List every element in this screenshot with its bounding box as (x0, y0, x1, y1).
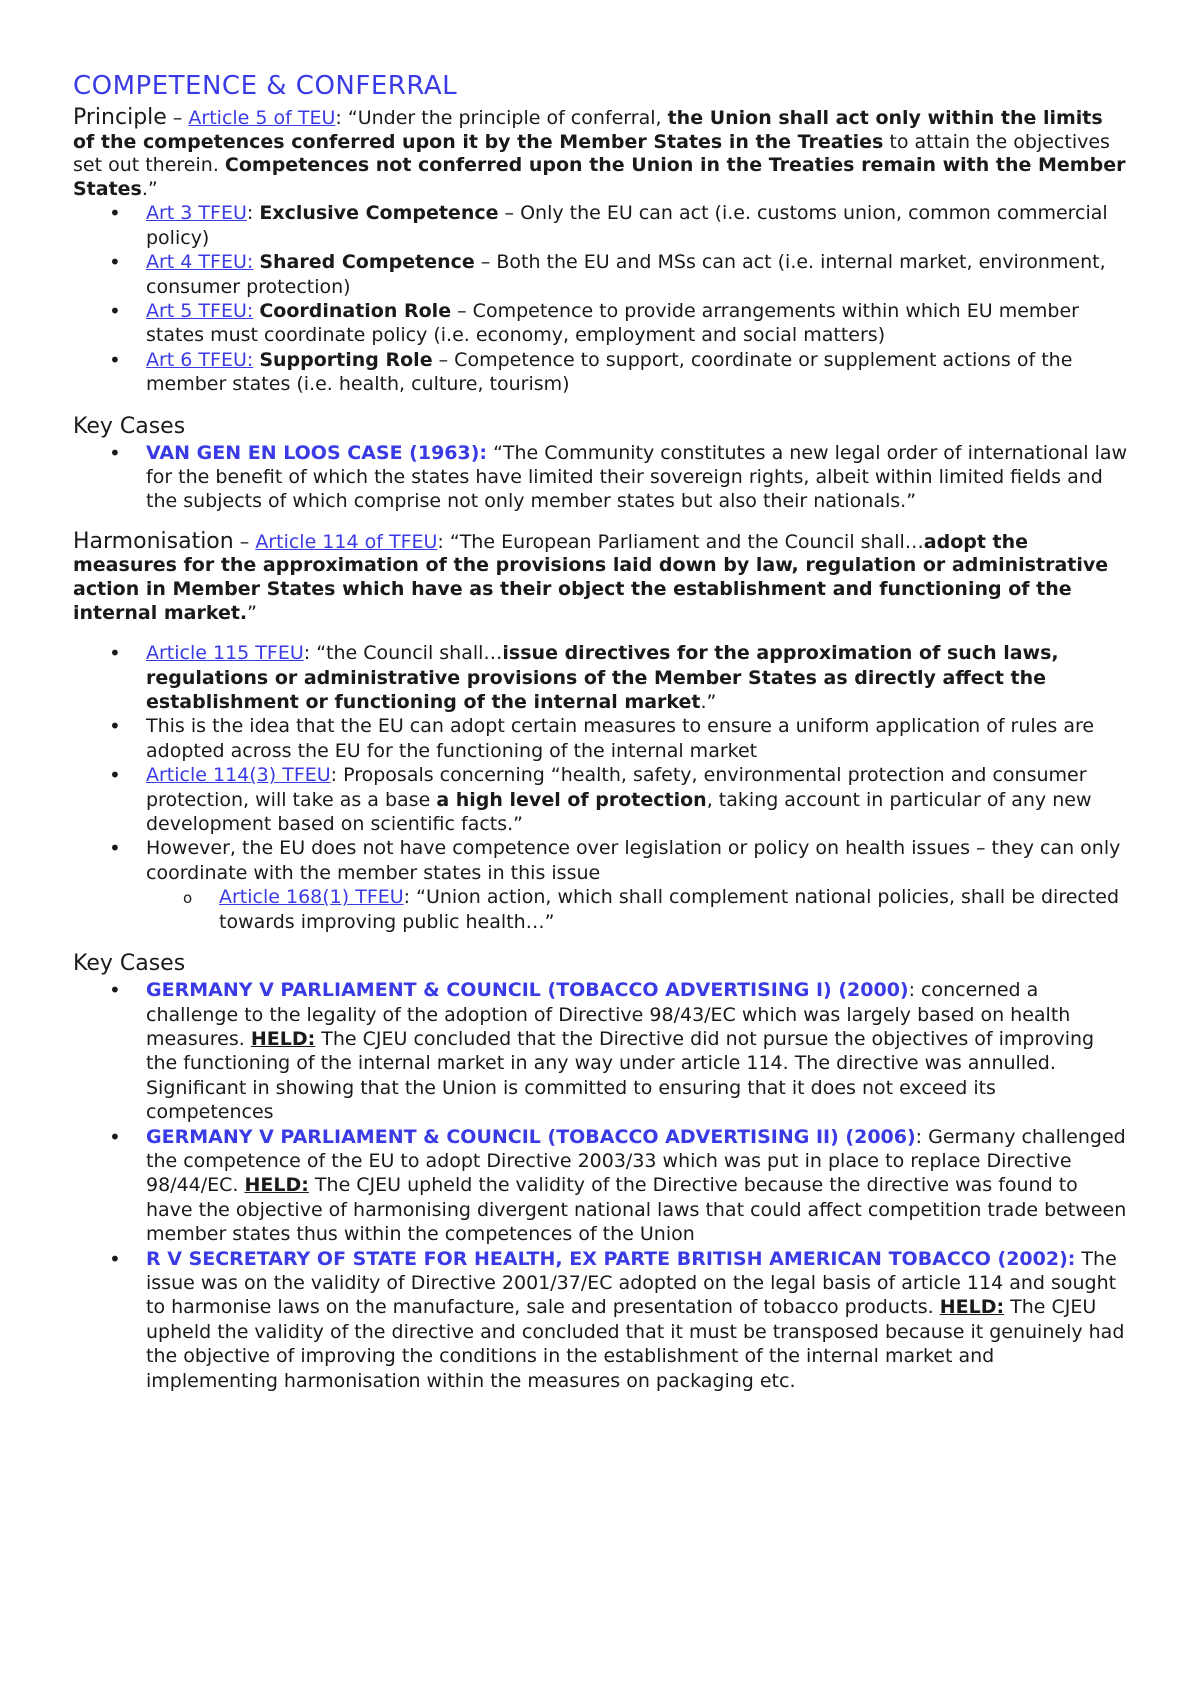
article-114-tfeu-link[interactable]: Article 114 of TFEU (255, 530, 438, 553)
case-name: GERMANY V PARLIAMENT & COUNCIL (TOBACCO ADVERTISING II) (2006) (146, 1125, 916, 1148)
principle-heading: Principle (73, 105, 167, 130)
key-cases-heading: Key Cases (73, 413, 186, 439)
harmonisation-heading: Harmonisation (73, 528, 234, 554)
key-cases-list (73, 441, 1128, 514)
list-item: • R V SECRETARY OF STATE FOR HEALTH, EX PARTE BRITISH AMERICAN TOBACCO (2002): The issue was on the validity of Directive 2001/37/EC adopted on the legal basis of article 114 and sought to harmonise laws on the manufacture, sale and presentation of tobacco products. HELD: The CJEU upheld the validity of the directive and concluded that it must be transposed because it genuinely had the objective of improving the conditions in the establishment of the internal market and implementing harmonisation within the measures on packaging etc. (146, 1247, 1128, 1393)
case-name: VAN GEN EN LOOS CASE (1963): (146, 441, 488, 464)
harmonisation-paragraph: Harmonisation – Article 114 of TFEU: “The European Parliament and the Council shall…adopt the measures for the approximation of the provisions laid down by law, regulation or administrative action in Member States which have as their object the establishment and functioning of the internal market.” (73, 528, 1109, 624)
list-item: • GERMANY V PARLIAMENT & COUNCIL (TOBACCO ADVERTISING II) (2006): Germany challenged the competence of the EU to adopt Directive 2003/33 which was put in place to replace Directive 98/44/EC. HELD: The CJEU upheld the validity of the Directive because the directive was found to have the objective of harmonising divergent national laws that could affect competition trade between member states thus within the competences of the Union (146, 1125, 1128, 1247)
article-168-1-tfeu-link[interactable]: Article 168(1) TFEU (219, 886, 404, 909)
list-item: • Art 6 TFEU: Supporting Role – Competence to support, coordinate or supplement actions of the member states (i.e. health, culture, tourism) (146, 348, 1128, 397)
art-6-tfeu-link[interactable]: Art 6 TFEU: (146, 348, 254, 371)
list-item: • Art 5 TFEU: Coordination Role – Competence to provide arrangements within which EU member states must coordinate policy (i.e. economy, employment and social matters) (146, 299, 1128, 348)
list-item: • However, the EU does not have competence over legislation or policy on health issues – they can only coordinate with the member states in this issue o Article 168(1) TFEU: “Union action, which shall complement national policies, shall be directed towards improving public health…” (146, 836, 1128, 934)
sub-list (146, 885, 1128, 934)
list-item: • Art 3 TFEU: Exclusive Competence – Only the EU can act (i.e. customs union, common commercial policy) (146, 201, 1128, 250)
key-cases-list (73, 978, 1128, 1393)
held-label: HELD: (939, 1296, 1005, 1319)
art-4-tfeu-link[interactable]: Art 4 TFEU: (146, 251, 254, 274)
harmonisation-list (73, 641, 1128, 934)
key-cases-heading: Key Cases (73, 951, 186, 977)
article-5-teu-link[interactable]: Article 5 of TEU (188, 107, 336, 129)
competence-list (73, 201, 1128, 396)
list-item: • VAN GEN EN LOOS CASE (1963): “The Community constitutes a new legal order of international law for the benefit of which the states have limited their sovereign rights, albeit within limited fields and the subjects of which comprise not only member states but also their nationals.” (146, 441, 1128, 514)
list-item: • Article 115 TFEU: “the Council shall…issue directives for the approximation of such laws, regulations or administrative provisions of the Member States as directly affect the establishment or functioning of the internal market.” (146, 641, 1128, 714)
list-item: • GERMANY V PARLIAMENT & COUNCIL (TOBACCO ADVERTISING I) (2000): concerned a challenge to the legality of the adoption of Directive 98/43/EC which was largely based on health measures. HELD: The CJEU concluded that the Directive did not pursue the objectives of improving the functioning of the internal market in any way under article 114. The directive was annulled. Significant in showing that the Union is committed to ensuring that it does not exceed its competences (146, 978, 1128, 1124)
list-item: • Article 114(3) TFEU: Proposals concerning “health, safety, environmental protection and consumer protection, will take as a base a high level of protection, taking account in particular of any new development based on scientific facts.” (146, 763, 1128, 836)
art-3-tfeu-link[interactable]: Art 3 TFEU (146, 202, 247, 225)
case-name: GERMANY V PARLIAMENT & COUNCIL (TOBACCO ADVERTISING I) (2000) (146, 979, 909, 1002)
list-item: • Art 4 TFEU: Shared Competence – Both the EU and MSs can act (i.e. internal market, environment, consumer protection) (146, 250, 1128, 299)
sub-list-item: o Article 168(1) TFEU: “Union action, which shall complement national policies, shall be directed towards improving public health…” (219, 885, 1128, 934)
held-label: HELD: (250, 1027, 316, 1050)
list-item: • This is the idea that the EU can adopt certain measures to ensure a uniform application of rules are adopted across the EU for the functioning of the internal market (146, 714, 1128, 763)
case-name: R V SECRETARY OF STATE FOR HEALTH, EX PARTE BRITISH AMERICAN TOBACCO (2002): (146, 1247, 1076, 1270)
art-5-tfeu-link[interactable]: Art 5 TFEU: (146, 300, 254, 322)
principle-paragraph: Principle – Article 5 of TEU: “Under the principle of conferral, the Union shall act only within the limits of the competences conferred upon it by the Member States in the Treaties to attain the objectives set out therein. Competences not conferred upon the Union in the Treaties remain with the Member States.” (73, 105, 1126, 200)
held-label: HELD: (244, 1174, 309, 1197)
document-title: COMPETENCE & CONFERRAL (73, 71, 458, 101)
article-115-tfeu-link[interactable]: Article 115 TFEU (146, 642, 304, 665)
article-114-3-tfeu-link[interactable]: Article 114(3) TFEU (146, 764, 331, 787)
